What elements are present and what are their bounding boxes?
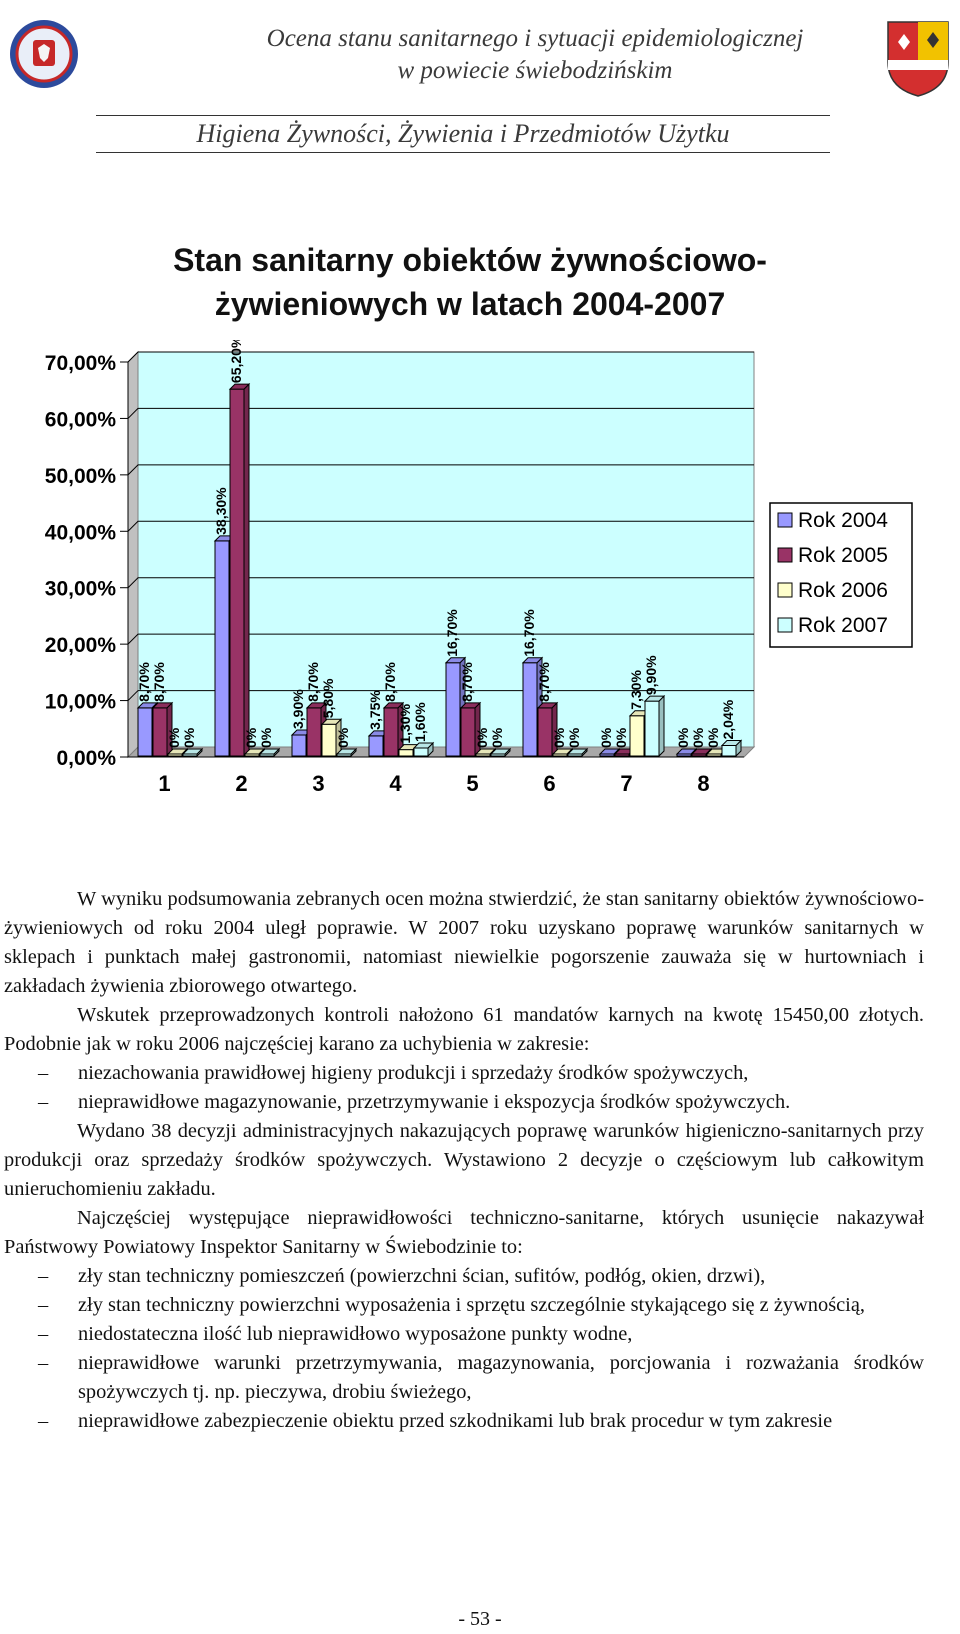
data-label: 0% bbox=[166, 727, 182, 748]
irregularities-list bbox=[4, 1262, 924, 1436]
coat-of-arms-icon bbox=[884, 18, 952, 98]
data-label: 0% bbox=[598, 727, 614, 748]
chart-canvas bbox=[0, 340, 960, 840]
paragraph: Najczęściej występujące nieprawidłowości techniczno-sanitarne, których usunięcie nakazywał Państwowy Powiatowy Inspektor Sanitarny w Świebodzinie to: bbox=[4, 1207, 924, 1258]
list-item bbox=[4, 1349, 924, 1407]
legend-swatch bbox=[778, 513, 792, 527]
list-item-text: nieprawidłowe warunki przetrzymywania, magazynowania, porcjowania i rozważania środków spożywczych tj. np. pieczywa, drobiu świeżego, bbox=[78, 1352, 924, 1403]
list-item-text: zły stan techniczny pomieszczeń (powierzchni ścian, sufitów, podłóg, okien, drzwi), bbox=[78, 1265, 766, 1287]
data-label: 8,70% bbox=[305, 662, 321, 702]
y-tick-label: 30,00% bbox=[44, 577, 116, 601]
bar bbox=[523, 663, 537, 756]
data-label: 7,30% bbox=[628, 670, 644, 710]
data-label: 8,70% bbox=[459, 662, 475, 702]
header-divider bbox=[96, 115, 830, 116]
data-label: 0% bbox=[551, 727, 567, 748]
data-label: 16,70% bbox=[444, 609, 460, 657]
bar bbox=[307, 708, 321, 756]
bar bbox=[153, 708, 167, 756]
data-label: 9,90% bbox=[643, 655, 659, 696]
data-label: 0% bbox=[258, 727, 274, 748]
legend-label: Rok 2006 bbox=[798, 579, 888, 602]
data-label: 65,20% bbox=[228, 340, 244, 384]
data-label: 0% bbox=[566, 727, 582, 748]
data-label: 38,30% bbox=[213, 487, 229, 535]
data-label: 8,70% bbox=[136, 662, 152, 702]
data-label: 8,70% bbox=[151, 662, 167, 702]
list-item-text: nieprawidłowe zabezpieczenie obiektu przed szkodnikami lub brak procedur w tym zakresie bbox=[78, 1410, 833, 1432]
list-item bbox=[4, 1088, 924, 1117]
list-dash: – bbox=[38, 1265, 49, 1287]
data-label: 8,70% bbox=[536, 662, 552, 702]
penalty-list bbox=[4, 1059, 924, 1117]
bar bbox=[414, 748, 428, 756]
y-tick-label: 40,00% bbox=[44, 521, 116, 545]
data-label: 0% bbox=[690, 727, 706, 748]
list-item bbox=[4, 1407, 924, 1436]
bar bbox=[138, 708, 152, 756]
x-tick-label: 8 bbox=[697, 771, 710, 796]
list-dash: – bbox=[38, 1410, 49, 1432]
list-dash: – bbox=[38, 1352, 49, 1374]
data-label: 16,70% bbox=[521, 609, 537, 657]
data-label: 1,60% bbox=[412, 702, 428, 742]
bar bbox=[461, 708, 475, 756]
data-label: 0% bbox=[243, 727, 259, 748]
x-tick-label: 7 bbox=[620, 771, 633, 796]
bar bbox=[292, 735, 306, 756]
paragraph: Wskutek przeprowadzonych kontroli nałożono 61 mandatów karnych na kwotę 15450,00 złotych. Podobnie jak w roku 2006 najczęściej karano za uchybienia w zakresie: bbox=[4, 1004, 924, 1055]
bar bbox=[630, 716, 644, 756]
data-label: 0% bbox=[675, 727, 691, 748]
data-label: 0% bbox=[705, 727, 721, 748]
header-section-title: Higiena Żywności, Żywienia i Przedmiotów Użytku bbox=[196, 119, 730, 148]
bar bbox=[538, 708, 552, 756]
sanepid-emblem-icon bbox=[8, 18, 80, 90]
y-tick-label: 20,00% bbox=[44, 634, 116, 658]
list-item bbox=[4, 1320, 924, 1349]
document-body bbox=[4, 885, 924, 1436]
y-tick-label: 60,00% bbox=[44, 408, 116, 432]
paragraph: Wydano 38 decyzji administracyjnych nakazujących poprawę warunków higieniczno-sanitarnych przy produkcji oraz sprzedaży środków spożywczych. Wystawiono 2 decyzje o częściowym lub całkowitym unieruchomieniu zakładu. bbox=[4, 1120, 924, 1200]
list-item-text: nieprawidłowe magazynowanie, przetrzymywanie i ekspozycja środków spożywczych. bbox=[78, 1091, 791, 1113]
paragraph: W wyniku podsumowania zebranych ocen można stwierdzić, że stan sanitarny obiektów żywnościowo-żywieniowych od roku 2004 uległ poprawie. W 2007 roku uzyskano poprawę warunków sanitarnych w sklepach i punktach małej gastronomii, natomiast niewielkie pogorszenie zauważa się w hurtowniach i zakładach żywienia zbiorowego otwartego. bbox=[4, 888, 924, 997]
header-title-line2: w powiecie świebodzińskim bbox=[397, 57, 673, 84]
list-dash: – bbox=[38, 1091, 49, 1113]
bar bbox=[215, 541, 229, 756]
y-tick-label: 70,00% bbox=[44, 352, 116, 375]
header-title-line1: Ocena stanu sanitarnego i sytuacji epidemiologicznej bbox=[266, 25, 804, 52]
list-dash: – bbox=[38, 1323, 49, 1345]
data-label: 0% bbox=[474, 727, 490, 748]
list-item bbox=[4, 1291, 924, 1320]
x-tick-label: 6 bbox=[543, 771, 556, 796]
list-dash: – bbox=[38, 1294, 49, 1316]
bar bbox=[384, 708, 398, 756]
data-label: 0% bbox=[181, 727, 197, 748]
bar bbox=[446, 663, 460, 756]
bar bbox=[322, 724, 336, 756]
legend-label: Rok 2004 bbox=[798, 509, 888, 532]
y-tick-label: 50,00% bbox=[44, 464, 116, 488]
x-tick-label: 4 bbox=[389, 771, 402, 796]
bar bbox=[230, 389, 244, 756]
bar-side bbox=[244, 384, 249, 756]
header-divider bbox=[96, 152, 830, 153]
y-tick-label: 0,00% bbox=[56, 747, 116, 770]
legend-label: Rok 2005 bbox=[798, 544, 888, 567]
data-label: 2,04% bbox=[720, 699, 736, 740]
data-label: 8,70% bbox=[382, 662, 398, 702]
list-item bbox=[4, 1059, 924, 1088]
legend-swatch bbox=[778, 618, 792, 632]
bar bbox=[399, 750, 413, 756]
data-label: 3,75% bbox=[367, 690, 383, 730]
data-label: 0% bbox=[613, 727, 629, 748]
bar bbox=[369, 736, 383, 756]
chart-title: Stan sanitarny obiektów żywnościowo-żywieniowych w latach 2004-2007 bbox=[173, 242, 767, 322]
bar-chart bbox=[0, 340, 960, 840]
bar-side bbox=[659, 696, 664, 756]
legend-swatch bbox=[778, 548, 792, 562]
list-item bbox=[4, 1262, 924, 1291]
data-label: 0% bbox=[335, 727, 351, 748]
bar bbox=[645, 701, 659, 756]
x-tick-label: 5 bbox=[466, 771, 479, 796]
data-label: 5,80% bbox=[320, 678, 336, 719]
list-dash: – bbox=[38, 1062, 49, 1084]
page-header bbox=[0, 0, 960, 160]
page-number: - 53 - bbox=[458, 1608, 502, 1630]
list-item-text: niezachowania prawidłowej higieny produkcji i sprzedaży środków spożywczych, bbox=[78, 1062, 749, 1084]
x-tick-label: 2 bbox=[235, 771, 248, 796]
bar bbox=[722, 745, 736, 756]
legend-label: Rok 2007 bbox=[798, 614, 888, 637]
data-label: 1,30% bbox=[397, 703, 413, 744]
data-label: 0% bbox=[489, 727, 505, 748]
list-item-text: niedostateczna ilość lub nieprawidłowo wyposażone punkty wodne, bbox=[78, 1323, 633, 1345]
data-label: 3,90% bbox=[290, 689, 306, 729]
legend-swatch bbox=[778, 583, 792, 597]
y-tick-label: 10,00% bbox=[44, 690, 116, 714]
list-item-text: zły stan techniczny powierzchni wyposażenia i sprzętu szczególnie stykającego się z żywnością, bbox=[78, 1294, 865, 1316]
x-tick-label: 1 bbox=[158, 771, 171, 796]
x-tick-label: 3 bbox=[312, 771, 325, 796]
